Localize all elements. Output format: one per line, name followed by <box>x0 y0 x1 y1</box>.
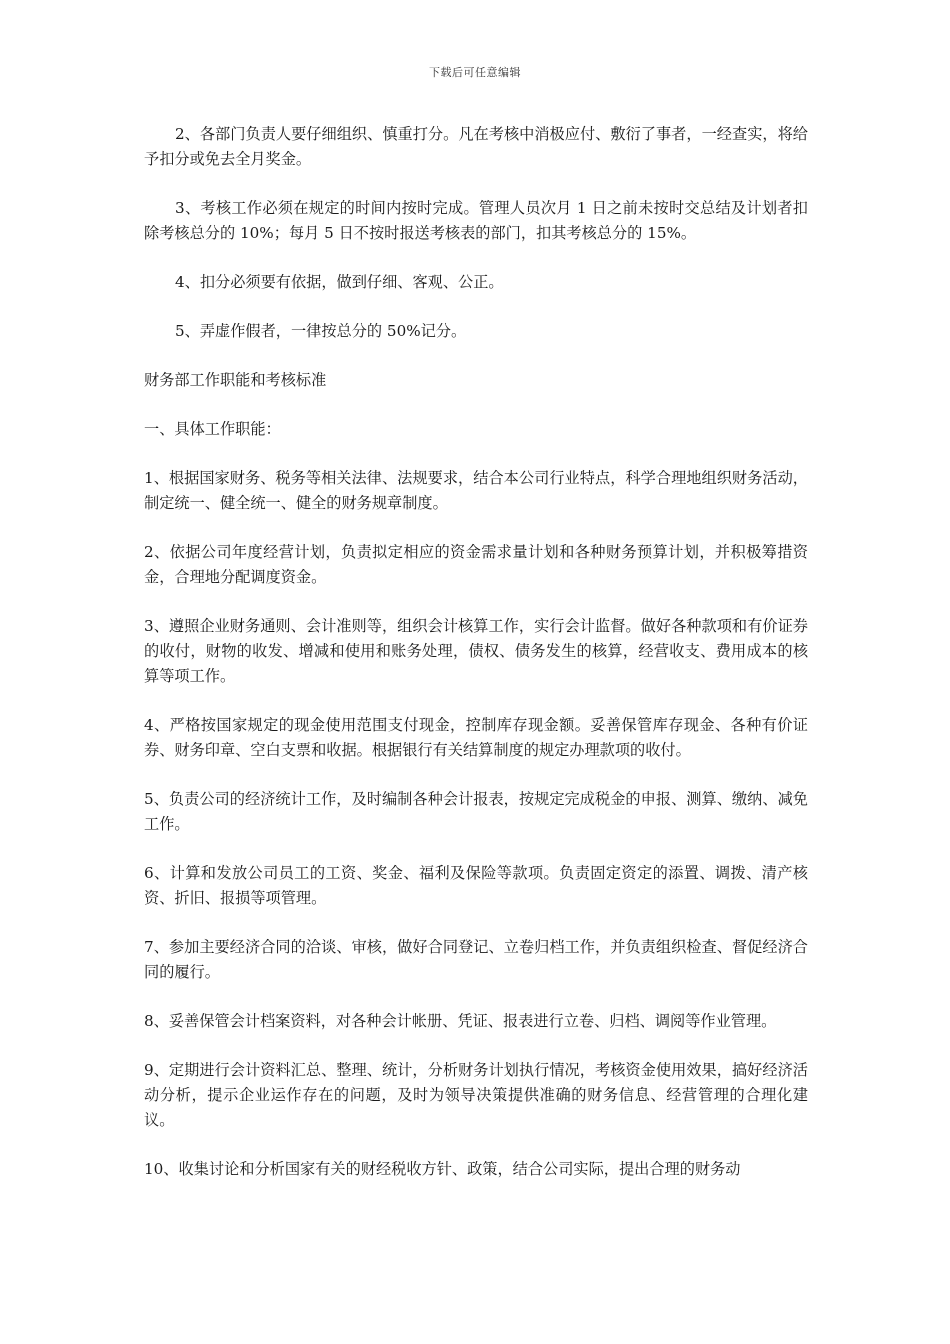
paragraph: 3、考核工作必须在规定的时间内按时完成。管理人员次月 1 日之前未按时交总结及计划者扣除考核总分的 10%；每月 5 日不按时报送考核表的部门，扣其考核总分的 15%。 <box>144 199 808 242</box>
paragraph: 5、弄虚作假者，一律按总分的 50%记分。 <box>175 322 467 340</box>
paragraph: 5、负责公司的经济统计工作，及时编制各种会计报表，按规定完成税金的申报、测算、缴纳、减免工作。 <box>144 790 808 833</box>
paragraph: 4、扣分必须要有依据，做到仔细、客观、公正。 <box>175 273 504 291</box>
section-title: 财务部工作职能和考核标准 <box>144 371 327 389</box>
subsection-heading: 一、具体工作职能： <box>144 420 281 438</box>
paragraph: 6、计算和发放公司员工的工资、奖金、福利及保险等款项。负责固定资定的添置、调拨、清产核资、折旧、报损等项管理。 <box>144 864 808 907</box>
paragraph: 3、遵照企业财务通则、会计准则等，组织会计核算工作，实行会计监督。做好各种款项和有价证券的收付，财物的收发、增减和使用和账务处理，债权、债务发生的核算，经营收支、费用成本的核算等项工作。 <box>144 617 808 685</box>
paragraph: 2、各部门负责人要仔细组织、慎重打分。凡在考核中消极应付、敷衍了事者，一经查实，将给予扣分或免去全月奖金。 <box>144 125 808 168</box>
document-body <box>144 122 808 1206</box>
paragraph: 2、依据公司年度经营计划，负责拟定相应的资金需求量计划和各种财务预算计划，并积极筹措资金，合理地分配调度资金。 <box>144 543 808 586</box>
paragraph: 7、参加主要经济合同的洽谈、审核，做好合同登记、立卷归档工作，并负责组织检查、督促经济合同的履行。 <box>144 938 808 981</box>
paragraph: 8、妥善保管会计档案资料，对各种会计帐册、凭证、报表进行立卷、归档、调阅等作业管理。 <box>144 1012 777 1030</box>
page-header: 下载后可任意编辑 <box>429 66 521 79</box>
paragraph: 1、根据国家财务、税务等相关法律、法规要求，结合本公司行业特点，科学合理地组织财务活动，制定统一、健全统一、健全的财务规章制度。 <box>144 469 808 512</box>
paragraph: 4、严格按国家规定的现金使用范围支付现金，控制库存现金额。妥善保管库存现金、各种有价证券、财务印章、空白支票和收据。根据银行有关结算制度的规定办理款项的收付。 <box>144 716 808 759</box>
paragraph: 9、定期进行会计资料汇总、整理、统计，分析财务计划执行情况，考核资金使用效果，搞好经济活动分析，提示企业运作存在的问题，及时为领导决策提供准确的财务信息、经营管理的合理化建议。 <box>144 1061 808 1129</box>
paragraph: 10、收集讨论和分析国家有关的财经税收方针、政策，结合公司实际，提出合理的财务动 <box>144 1160 741 1178</box>
